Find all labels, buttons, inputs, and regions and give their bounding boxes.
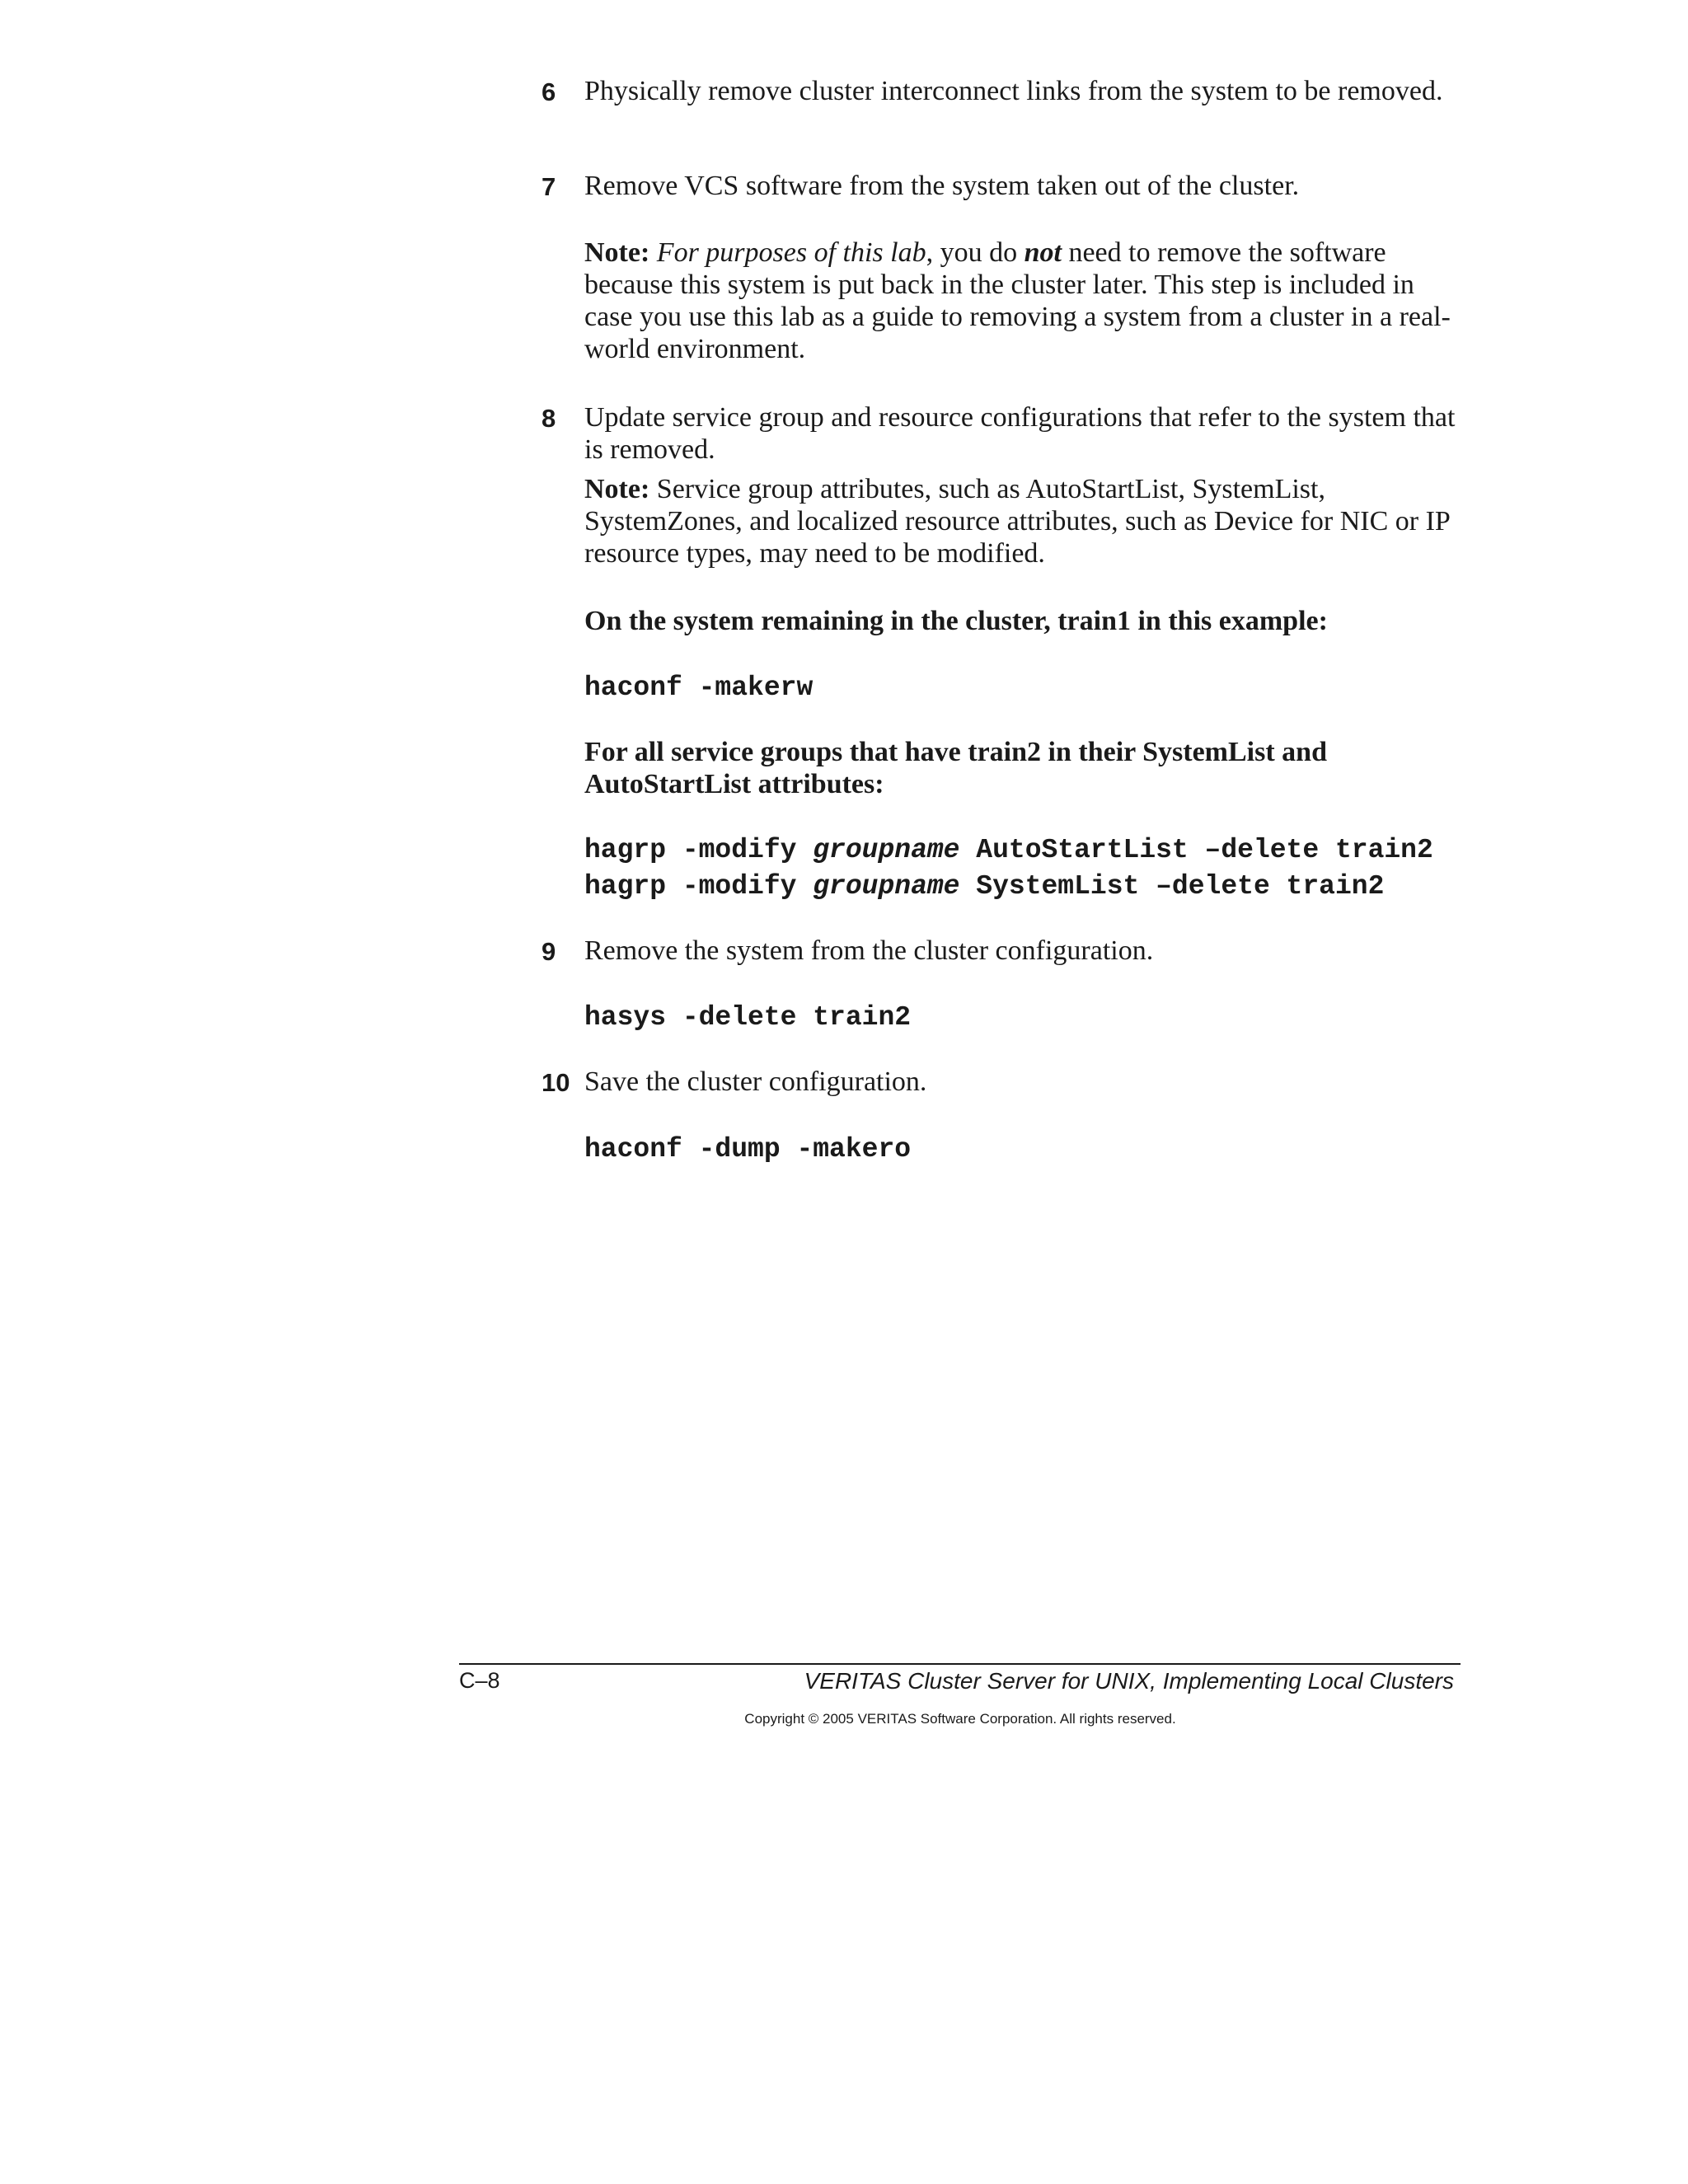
step-7-note: [584, 237, 1466, 365]
note-rest: Service group attributes, such as AutoStartList, SystemList, SystemZones, and localized resource attributes, such as Device for NIC or IP resource types, may need to be modified.: [584, 474, 1450, 569]
footer-rule: [459, 1663, 1461, 1665]
step-6-text: Physically remove cluster interconnect links from the system to be removed.: [584, 76, 1443, 106]
cmd-part: AutoStartList –delete train2: [959, 835, 1433, 865]
step-9-text: Remove the system from the cluster configuration.: [584, 935, 1154, 966]
step-7-number: 7: [542, 172, 556, 201]
step-8-instruction-2: For all service groups that have train2 in their SystemList and AutoStartList attributes:: [584, 737, 1327, 799]
step-8-number: 8: [542, 404, 556, 433]
cmd-arg: groupname: [813, 871, 960, 902]
step-9-number: 9: [542, 937, 556, 966]
note-not: not: [1024, 237, 1062, 268]
step-7-text: Remove VCS software from the system taken out of the cluster.: [584, 171, 1300, 201]
command-hagrp-autostartlist: [584, 835, 1433, 865]
command-hasys-delete: hasys -delete train2: [584, 1002, 912, 1033]
cmd-part: hagrp -modify: [584, 835, 814, 865]
step-10-text: Save the cluster configuration.: [584, 1066, 927, 1097]
command-haconf-dump: haconf -dump -makero: [584, 1134, 912, 1165]
book-title: VERITAS Cluster Server for UNIX, Implementing Local Clusters: [804, 1668, 1454, 1694]
cmd-arg: groupname: [813, 835, 960, 865]
note-label: Note:: [584, 474, 650, 504]
note-label: Note:: [584, 237, 650, 268]
step-8-note: [584, 473, 1466, 569]
step-10-number: 10: [542, 1068, 570, 1097]
cmd-part: hagrp -modify: [584, 871, 814, 902]
command-hagrp-systemlist: [584, 871, 1384, 902]
cmd-part: SystemList –delete train2: [959, 871, 1385, 902]
page-number: C–8: [459, 1668, 500, 1693]
command-haconf-makerw: haconf -makerw: [584, 673, 814, 703]
note-rest: need to remove the software because this system is put back in the cluster later. This step is included in case you use this lab as a guide to removing a system from a cluster in a real-world environment.: [584, 237, 1451, 364]
copyright: Copyright © 2005 VERITAS Software Corporation. All rights reserved.: [744, 1711, 1176, 1727]
note-italic: For purposes of this lab: [656, 237, 926, 268]
note-mid: , you do: [926, 237, 1025, 268]
step-8-text: Update service group and resource configurations that refer to the system that is removed.: [584, 402, 1456, 465]
step-8-instruction-1: On the system remaining in the cluster, train1 in this example:: [584, 606, 1328, 636]
step-6-number: 6: [542, 77, 556, 106]
